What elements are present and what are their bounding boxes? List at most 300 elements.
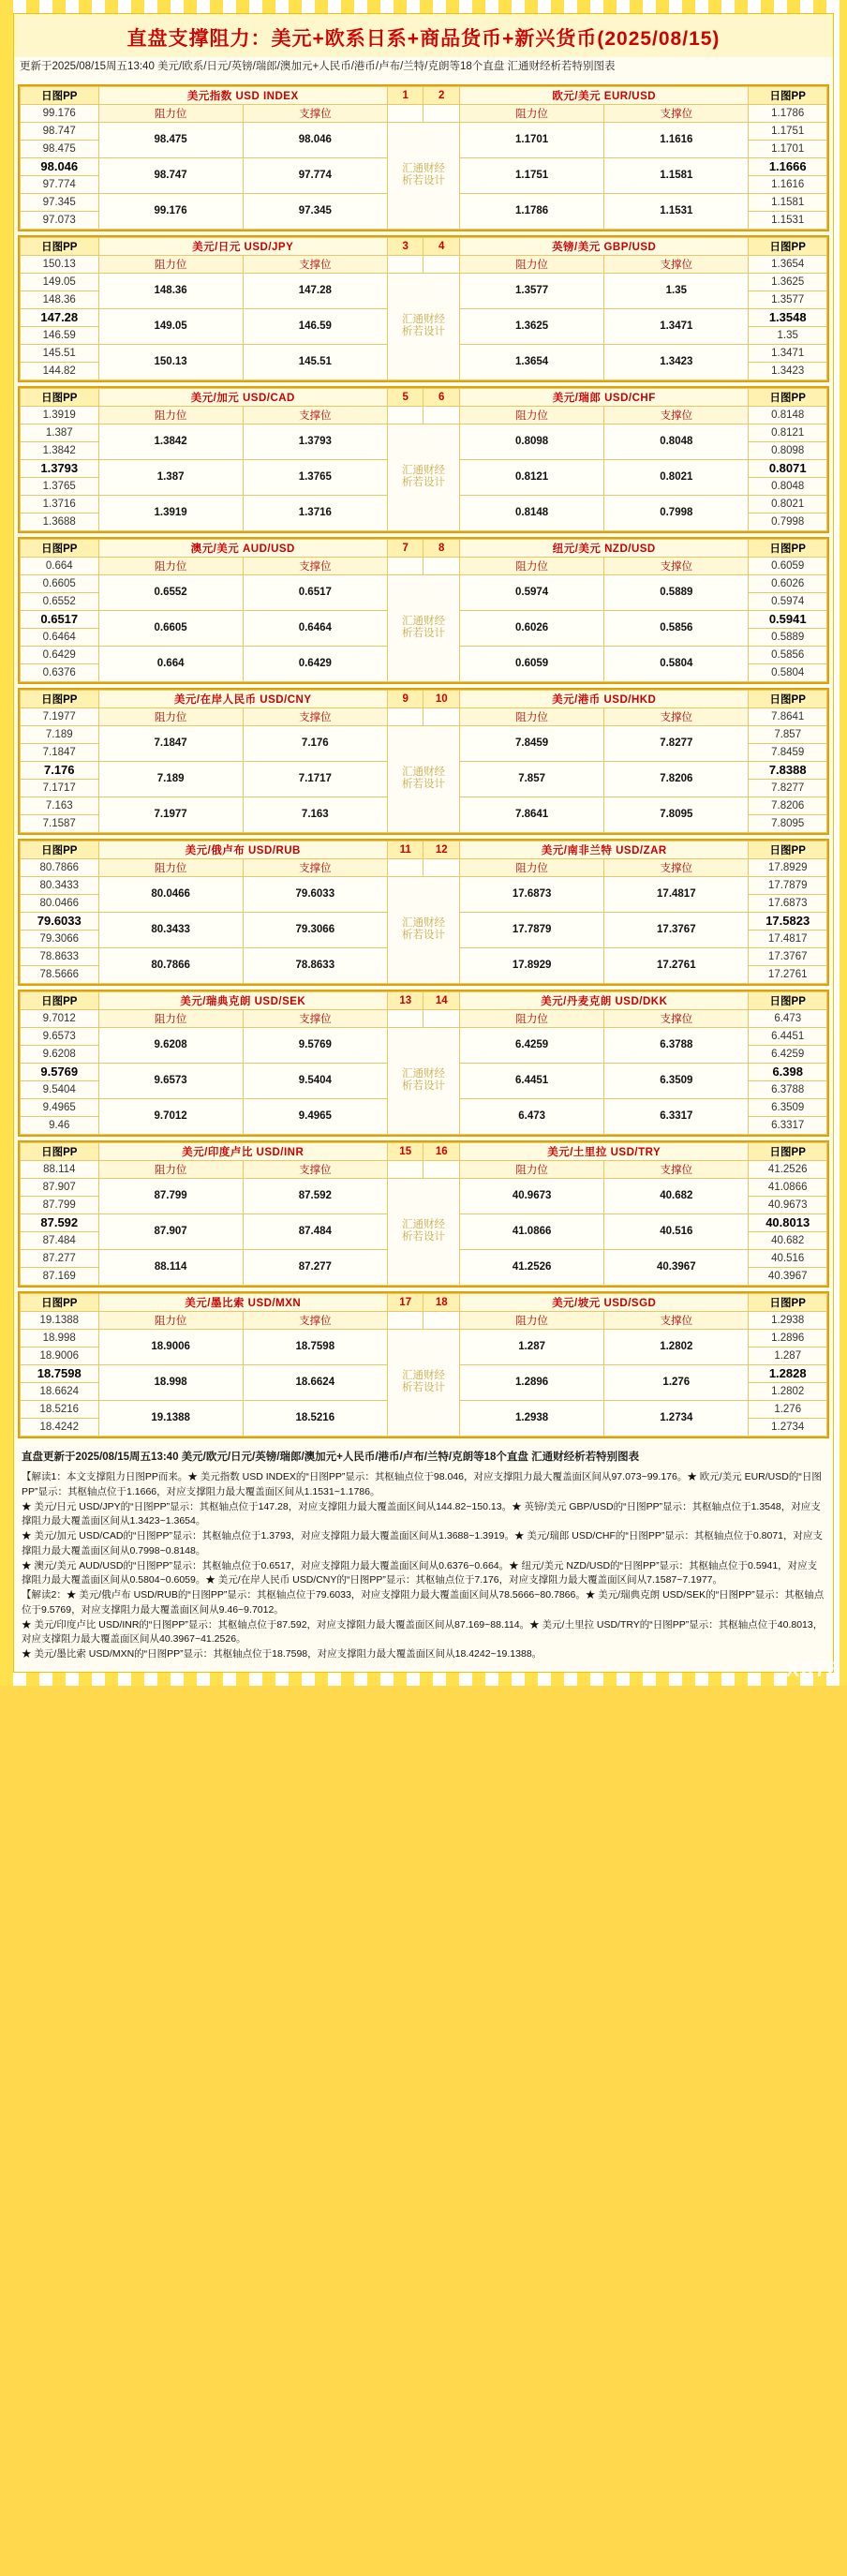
table-row [21,725,827,743]
resistance-value-left: 1.3919 [98,495,243,530]
support-value-right: 0.7998 [604,495,749,530]
pivot-level: 7.163 [21,797,99,814]
pivot-level: 9.7012 [21,1009,99,1027]
support-value-right: 0.5889 [604,574,749,610]
pivot-level: 149.05 [21,273,99,290]
pivot-level: 18.9006 [21,1347,99,1364]
pivot-level: 145.51 [21,344,99,362]
support-header-right: 支撑位 [604,858,749,876]
footer-note-line: ★ 美元/日元 USD/JPY的“日图PP”显示：其枢轴点位于147.28，对应支撑阻力最大覆盖面区间从144.82~150.13。★ 英镑/美元 GBP/USD的“日图PP”显示：其枢轴点位于1.3548，对应支撑阻力最大覆盖面区间从1.3423~1.3654。 [22,1500,821,1527]
pivot-level: 148.36 [21,290,99,308]
support-value-left: 87.484 [243,1214,387,1249]
block-index-left: 13 [387,991,424,1009]
pp-header-right: 日图PP [749,86,827,104]
table-row [21,876,827,894]
resistance-value-left: 148.36 [98,273,243,308]
pivot-level: 98.046 [21,157,99,175]
pivot-level: 1.1531 [749,211,827,229]
resistance-value-left: 0.6605 [98,610,243,646]
resistance-header-left: 阻力位 [98,1311,243,1329]
pivot-level: 88.114 [21,1160,99,1178]
pp-header-right: 日图PP [749,991,827,1009]
block-index-left: 5 [387,388,424,406]
support-value-left: 18.6624 [243,1364,387,1400]
support-value-right: 7.8206 [604,761,749,797]
resistance-value-right: 40.9673 [460,1178,604,1214]
block-index-left: 15 [387,1142,424,1160]
pivot-level: 7.8388 [749,761,827,779]
resistance-value-right: 1.1751 [460,157,604,193]
pivot-level: 87.484 [21,1231,99,1249]
pivot-level: 0.6429 [21,646,99,663]
resistance-value-right: 0.6026 [460,610,604,646]
table-row [21,122,827,140]
pair-title-right: 美元/港币 USD/HKD [460,690,749,707]
pivot-level: 1.287 [749,1347,827,1364]
pivot-level: 0.5974 [749,592,827,610]
block-index-right: 18 [424,1293,460,1311]
pivot-level: 41.0866 [749,1178,827,1196]
resistance-value-left: 18.998 [98,1364,243,1400]
pair-title-left: 美元/墨比索 USD/MXN [98,1293,387,1311]
resistance-value-right: 1.3625 [460,308,604,344]
pivot-level: 80.3433 [21,876,99,894]
watermark-text: 汇通财经 析若设计 [387,725,459,832]
resistance-value-left: 18.9006 [98,1329,243,1364]
pivot-level: 7.8459 [749,743,827,761]
support-header-right: 支撑位 [604,104,749,122]
pair-title-right: 美元/南非兰特 USD/ZAR [460,841,749,858]
pivot-level: 0.7998 [749,513,827,530]
pivot-level: 87.277 [21,1249,99,1267]
pivot-level: 7.8206 [749,797,827,814]
resistance-header-left: 阻力位 [98,557,243,574]
pivot-level: 9.6573 [21,1027,99,1045]
support-value-left: 87.592 [243,1178,387,1214]
block-index-right: 14 [424,991,460,1009]
support-value-left: 0.6517 [243,574,387,610]
resistance-value-left: 0.6552 [98,574,243,610]
pivot-level: 0.6059 [749,557,827,574]
pivot-level: 1.276 [749,1400,827,1418]
currency-pair-block [18,386,829,533]
pivot-level: 87.907 [21,1178,99,1196]
support-value-right: 1.3423 [604,344,749,380]
resistance-header-right: 阻力位 [460,707,604,725]
spacer-right [424,104,460,122]
block-index-left: 17 [387,1293,424,1311]
support-value-right: 7.8095 [604,797,749,832]
pair-title-right: 美元/土里拉 USD/TRY [460,1142,749,1160]
footer-note-line: ★ 美元/加元 USD/CAD的“日图PP”显示：其枢轴点位于1.3793，对应支撑阻力最大覆盖面区间从1.3688~1.3919。★ 美元/瑞郎 USD/CHF的“日图PP”显示：其枢轴点位于0.8071，对应支撑阻力最大覆盖面区间从0.7998~0.8148。 [22,1530,824,1556]
resistance-header-right: 阻力位 [460,255,604,273]
spacer-left [387,104,424,122]
pivot-level: 1.3548 [749,308,827,326]
resistance-value-right: 17.7879 [460,912,604,947]
pair-title-left: 美元/瑞典克朗 USD/SEK [98,991,387,1009]
resistance-header-right: 阻力位 [460,1160,604,1178]
resistance-value-left: 99.176 [98,193,243,229]
block-index-right: 10 [424,690,460,707]
pivot-level: 0.6464 [21,628,99,646]
pivot-level: 0.6026 [749,574,827,592]
block-index-right: 16 [424,1142,460,1160]
resistance-header-right: 阻力位 [460,1311,604,1329]
pp-header-right: 日图PP [749,388,827,406]
pivot-level: 97.073 [21,211,99,229]
support-value-left: 0.6464 [243,610,387,646]
spacer-right [424,1160,460,1178]
pivot-level: 1.3716 [21,495,99,513]
table-row [21,1329,827,1347]
support-value-left: 18.5216 [243,1400,387,1436]
resistance-value-right: 17.8929 [460,947,604,983]
pivot-level: 0.8148 [749,406,827,424]
support-value-right: 1.2734 [604,1400,749,1436]
watermark-text: 汇通财经 析若设计 [387,424,459,530]
pivot-level: 1.1616 [749,175,827,193]
pivot-level: 40.516 [749,1249,827,1267]
currency-pair-block [18,84,829,231]
support-value-left: 79.3066 [243,912,387,947]
support-header-right: 支撑位 [604,1009,749,1027]
resistance-value-left: 9.6573 [98,1063,243,1098]
pp-header-right: 日图PP [749,1293,827,1311]
pivot-level: 1.1581 [749,193,827,211]
pivot-level: 7.857 [749,725,827,743]
resistance-value-right: 17.6873 [460,876,604,912]
support-header-left: 支撑位 [243,1311,387,1329]
resistance-value-left: 87.799 [98,1178,243,1214]
pivot-level: 0.5889 [749,628,827,646]
resistance-value-right: 0.8148 [460,495,604,530]
support-value-right: 0.5804 [604,646,749,681]
support-value-right: 17.3767 [604,912,749,947]
footer-lead [14,1442,833,1469]
pair-title-right: 美元/瑞郎 USD/CHF [460,388,749,406]
spacer-right [424,406,460,424]
pivot-level: 98.747 [21,122,99,140]
footer-note-line: ★ 美元/印度卢比 USD/INR的“日图PP”显示：其枢轴点位于87.592，对应支撑阻力最大覆盖面区间从87.169~88.114。★ 美元/土里拉 USD/TRY的“日图PP”显示：其枢轴点位于40.8013，对应支撑阻力最大覆盖面区间从40.3967~41.2526。 [22,1618,824,1645]
block-index-right: 8 [424,539,460,557]
resistance-value-left: 149.05 [98,308,243,344]
pivot-level: 7.1977 [21,707,99,725]
footer-note-line: 【解读2：★ 美元/俄卢布 USD/RUB的“日图PP”显示：其枢轴点位于79.6033，对应支撑阻力最大覆盖面区间从78.5666~80.7866。★ 美元/瑞典克朗 USD/SEK的“日图PP”显示：其枢轴点位于9.5769，对应支撑阻力最大覆盖面区间从9.46~9.7012。 [22,1589,825,1616]
footer-note-line: ★ 澳元/美元 AUD/USD的“日图PP”显示：其枢轴点位于0.6517，对应支撑阻力最大覆盖面区间从0.6376~0.664。★ 纽元/美元 NZD/USD的“日图PP”显示：其枢轴点位于0.5941，对应支撑阻力最大覆盖面区间从0.5804~0.6059。★ 美元/在岸人民币 USD/CNY的“日图PP”显示：其枢轴点位于7.176，对应支撑阻力最大覆盖面区间从7.1587~7.1977。 [22,1559,818,1586]
support-header-right: 支撑位 [604,707,749,725]
pivot-level: 9.6208 [21,1045,99,1063]
spacer-left [387,557,424,574]
spacer-left [387,707,424,725]
resistance-value-right: 7.8641 [460,797,604,832]
support-value-left: 97.774 [243,157,387,193]
support-value-right: 7.8277 [604,725,749,761]
resistance-value-right: 6.473 [460,1098,604,1134]
pair-title-left: 美元/日元 USD/JPY [98,237,387,255]
footer-note-line: 【解读1：本文支撑阻力日图PP而来。★ 美元指数 USD INDEX的“日图PP”显示：其枢轴点位于98.046，对应支撑阻力最大覆盖面区间从97.073~99.176。★ 欧元/美元 EUR/USD的“日图PP”显示：其枢轴点位于1.1666，对应支撑阻力最大覆盖面区间从1.1531~1.1786。 [22,1471,822,1497]
pivot-level: 1.35 [749,326,827,344]
pivot-level: 147.28 [21,308,99,326]
watermark-text: 汇通财经 析若设计 [387,876,459,983]
pivot-level: 7.8641 [749,707,827,725]
resistance-header-left: 阻力位 [98,1160,243,1178]
pivot-level: 150.13 [21,255,99,273]
pp-header-left: 日图PP [21,1293,99,1311]
support-value-right: 1.1531 [604,193,749,229]
block-index-left: 7 [387,539,424,557]
pivot-level: 1.387 [21,424,99,441]
pivot-level: 1.3654 [749,255,827,273]
pivot-level: 1.2938 [749,1311,827,1329]
spacer-right [424,557,460,574]
spacer-right [424,707,460,725]
spacer-right [424,255,460,273]
resistance-header-left: 阻力位 [98,707,243,725]
currency-pair-block [18,235,829,382]
pivot-level: 87.169 [21,1267,99,1285]
resistance-value-right: 1.3577 [460,273,604,308]
pair-title-left: 美元/俄卢布 USD/RUB [98,841,387,858]
pivot-level: 6.473 [749,1009,827,1027]
pivot-level: 1.3688 [21,513,99,530]
support-value-right: 0.8021 [604,459,749,495]
pp-header-right: 日图PP [749,1142,827,1160]
pivot-level: 1.3577 [749,290,827,308]
resistance-value-right: 0.8098 [460,424,604,459]
support-header-left: 支撑位 [243,1160,387,1178]
support-header-right: 支撑位 [604,557,749,574]
pivot-level: 0.6517 [21,610,99,628]
support-value-left: 87.277 [243,1249,387,1285]
pivot-level: 6.3317 [749,1116,827,1134]
pivot-level: 18.998 [21,1329,99,1347]
support-header-right: 支撑位 [604,1160,749,1178]
pivot-level: 7.176 [21,761,99,779]
resistance-value-right: 1.3654 [460,344,604,380]
pair-title-left: 美元指数 USD INDEX [98,86,387,104]
resistance-value-right: 0.8121 [460,459,604,495]
pair-title-right: 美元/坡元 USD/SGD [460,1293,749,1311]
spacer-left [387,255,424,273]
pp-header-left: 日图PP [21,841,99,858]
resistance-value-left: 1.3842 [98,424,243,459]
header-subtitle: 更新于2025/08/15周五13:40 美元/欧系/日元/英镑/瑞郎/澳加元+人民币/港币/卢布/兰特/克朗等18个直盘 汇通财经析若特别图表 [20,61,616,72]
support-header-right: 支撑位 [604,255,749,273]
pivot-level: 97.774 [21,175,99,193]
resistance-value-left: 0.664 [98,646,243,681]
resistance-header-right: 阻力位 [460,406,604,424]
block-index-left: 1 [387,86,424,104]
spacer-left [387,858,424,876]
support-header-left: 支撑位 [243,255,387,273]
pivot-level: 0.5856 [749,646,827,663]
pivot-level: 80.0466 [21,894,99,912]
resistance-value-left: 80.3433 [98,912,243,947]
pivot-level: 1.2828 [749,1364,827,1382]
support-value-left: 146.59 [243,308,387,344]
footer-notes [14,1468,833,1672]
support-value-left: 7.1717 [243,761,387,797]
resistance-header-left: 阻力位 [98,255,243,273]
pivot-level: 0.8098 [749,441,827,459]
support-value-right: 40.682 [604,1178,749,1214]
spacer-right [424,1009,460,1027]
watermark-text: 汇通财经 析若设计 [387,574,459,681]
pivot-level: 17.8929 [749,858,827,876]
spacer-left [387,1311,424,1329]
pivot-level: 6.3509 [749,1098,827,1116]
support-value-right: 6.3317 [604,1098,749,1134]
pivot-level: 99.176 [21,104,99,122]
pivot-level: 1.3625 [749,273,827,290]
support-value-left: 147.28 [243,273,387,308]
pp-header-right: 日图PP [749,841,827,858]
pair-title-left: 澳元/美元 AUD/USD [98,539,387,557]
watermark-text: 汇通财经 析若设计 [387,273,459,380]
page-title: 直盘支撑阻力：美元+欧系日系+商品货币+新兴货币(2025/08/15) [126,28,721,50]
resistance-value-right: 0.5974 [460,574,604,610]
pivot-level: 17.2761 [749,965,827,983]
resistance-value-left: 98.747 [98,157,243,193]
pivot-level: 7.8095 [749,814,827,832]
support-value-right: 1.2802 [604,1329,749,1364]
pivot-level: 1.2802 [749,1382,827,1400]
pivot-level: 0.6605 [21,574,99,592]
resistance-value-right: 41.0866 [460,1214,604,1249]
support-value-left: 7.176 [243,725,387,761]
support-value-left: 79.6033 [243,876,387,912]
support-value-right: 6.3788 [604,1027,749,1063]
resistance-header-right: 阻力位 [460,104,604,122]
pivot-level: 6.3788 [749,1080,827,1098]
pivot-level: 0.8121 [749,424,827,441]
pivot-level: 1.1786 [749,104,827,122]
support-value-left: 7.163 [243,797,387,832]
resistance-value-left: 88.114 [98,1249,243,1285]
pivot-level: 0.6552 [21,592,99,610]
block-index-left: 9 [387,690,424,707]
support-value-right: 6.3509 [604,1063,749,1098]
pivot-level: 1.3919 [21,406,99,424]
support-value-left: 18.7598 [243,1329,387,1364]
pair-title-left: 美元/印度卢比 USD/INR [98,1142,387,1160]
pivot-level: 6.4451 [749,1027,827,1045]
resistance-value-left: 80.7866 [98,947,243,983]
pivot-level: 0.8048 [749,477,827,495]
table-row [21,273,827,290]
pivot-level: 40.8013 [749,1214,827,1231]
support-value-right: 1.1581 [604,157,749,193]
resistance-value-right: 0.6059 [460,646,604,681]
pivot-level: 7.1847 [21,743,99,761]
resistance-header-left: 阻力位 [98,104,243,122]
support-value-right: 17.4817 [604,876,749,912]
pp-header-left: 日图PP [21,991,99,1009]
resistance-header-right: 阻力位 [460,1009,604,1027]
pair-title-right: 美元/丹麦克朗 USD/DKK [460,991,749,1009]
pivot-level: 0.5941 [749,610,827,628]
watermark-text: 汇通财经 析若设计 [387,1329,459,1436]
block-index-left: 3 [387,237,424,255]
currency-pair-block [18,839,829,986]
pivot-level: 18.5216 [21,1400,99,1418]
support-value-left: 145.51 [243,344,387,380]
table-row [21,1178,827,1196]
pivot-level: 1.2734 [749,1418,827,1436]
currency-pair-block [18,1140,829,1288]
pivot-level: 78.5666 [21,965,99,983]
pivot-level: 9.5769 [21,1063,99,1080]
document-body [13,13,834,1673]
resistance-value-left: 19.1388 [98,1400,243,1436]
pp-header-left: 日图PP [21,86,99,104]
pivot-level: 7.8277 [749,779,827,797]
pivot-level: 1.3471 [749,344,827,362]
pivot-level: 1.1666 [749,157,827,175]
pp-header-left: 日图PP [21,388,99,406]
support-header-left: 支撑位 [243,406,387,424]
spacer-right [424,858,460,876]
pair-title-right: 欧元/美元 EUR/USD [460,86,749,104]
pivot-level: 98.475 [21,140,99,157]
resistance-value-right: 41.2526 [460,1249,604,1285]
pivot-level: 1.1751 [749,122,827,140]
resistance-header-right: 阻力位 [460,557,604,574]
pivot-level: 40.9673 [749,1196,827,1214]
pivot-level: 41.2526 [749,1160,827,1178]
spacer-right [424,1311,460,1329]
resistance-value-right: 7.857 [460,761,604,797]
resistance-value-right: 1.1786 [460,193,604,229]
pp-header-left: 日图PP [21,539,99,557]
block-index-left: 11 [387,841,424,858]
resistance-value-left: 7.189 [98,761,243,797]
pivot-level: 1.3765 [21,477,99,495]
pivot-level: 18.7598 [21,1364,99,1382]
pivot-level: 9.5404 [21,1080,99,1098]
pivot-level: 79.6033 [21,912,99,930]
blocks-container [14,84,833,1438]
pivot-level: 17.7879 [749,876,827,894]
resistance-value-left: 7.1847 [98,725,243,761]
support-header-right: 支撑位 [604,1311,749,1329]
pivot-level: 17.3767 [749,947,827,965]
pp-header-right: 日图PP [749,539,827,557]
resistance-value-right: 1.1701 [460,122,604,157]
block-index-right: 4 [424,237,460,255]
pivot-level: 78.8633 [21,947,99,965]
support-value-left: 9.5404 [243,1063,387,1098]
pivot-level: 144.82 [21,362,99,380]
table-row [21,424,827,441]
pp-header-left: 日图PP [21,237,99,255]
resistance-value-right: 7.8459 [460,725,604,761]
pivot-level: 146.59 [21,326,99,344]
support-header-left: 支撑位 [243,707,387,725]
support-value-right: 40.516 [604,1214,749,1249]
pivot-level: 7.189 [21,725,99,743]
support-value-right: 0.8048 [604,424,749,459]
watermark-text: 汇通财经 析若设计 [387,1178,459,1285]
pivot-level: 87.799 [21,1196,99,1214]
resistance-header-left: 阻力位 [98,858,243,876]
block-index-right: 2 [424,86,460,104]
support-header-right: 支撑位 [604,406,749,424]
pivot-level: 1.3793 [21,459,99,477]
pivot-level: 0.8071 [749,459,827,477]
pivot-level: 40.682 [749,1231,827,1249]
resistance-value-left: 1.387 [98,459,243,495]
